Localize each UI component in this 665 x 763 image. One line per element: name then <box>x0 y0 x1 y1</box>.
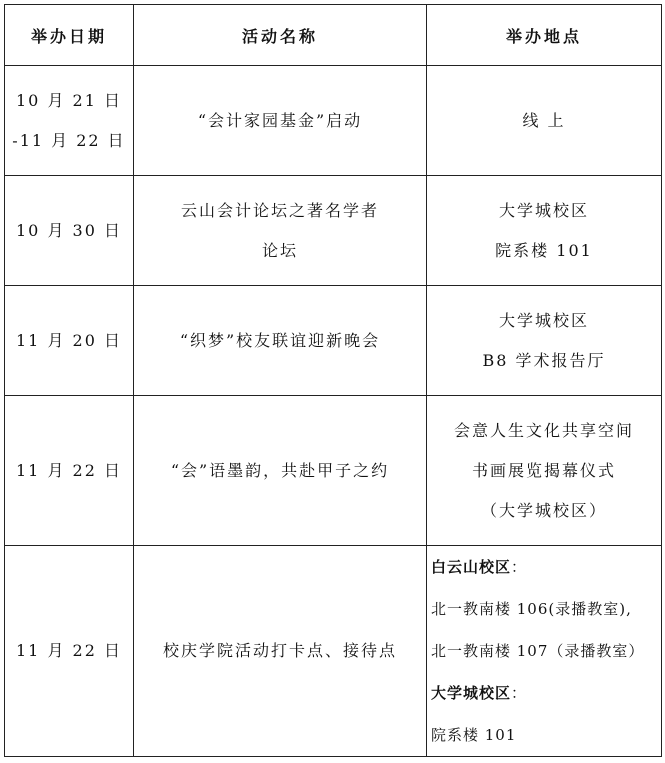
date-cell <box>5 286 134 396</box>
venue-line: 北一教南楼 106(录播教室), <box>431 600 632 618</box>
activity-cell <box>134 66 427 176</box>
date-line: 10 月 21 日 <box>16 90 122 110</box>
header-date: 举办日期 <box>5 5 134 66</box>
date-cell <box>5 396 134 546</box>
venue-line: 院系楼 101 <box>431 726 517 744</box>
venue-cell <box>427 396 662 546</box>
venue-line: 院系楼 101 <box>495 240 593 260</box>
table-row <box>5 546 662 757</box>
venue-line: 书画展览揭幕仪式 <box>471 460 616 480</box>
activity-cell <box>134 546 427 757</box>
table-row <box>5 396 662 546</box>
campus-colon: ： <box>511 684 528 702</box>
date-line: 11 月 22 日 <box>16 641 122 660</box>
campus-heading <box>431 672 661 714</box>
date-line: -11 月 22 日 <box>12 130 126 150</box>
venue-line: B8 学术报告厅 <box>482 350 606 370</box>
activity-line: 论坛 <box>261 240 298 260</box>
date-cell <box>5 66 134 176</box>
date-line: 10 月 30 日 <box>16 220 122 240</box>
campus-name: 大学城校区 <box>431 684 512 702</box>
venue-line: （大学城校区） <box>480 500 607 520</box>
header-venue: 举办地点 <box>427 5 662 66</box>
activity-line: 校庆学院活动打卡点、接待点 <box>162 641 397 660</box>
venue-cell <box>427 66 662 176</box>
date-line: 11 月 20 日 <box>16 330 122 350</box>
venue-line: 大学城校区 <box>498 310 589 330</box>
venue-cell <box>427 286 662 396</box>
activity-cell <box>134 396 427 546</box>
header-activity: 活动名称 <box>134 5 427 66</box>
venue-cell <box>427 546 662 757</box>
venue-line: 会意人生文化共享空间 <box>453 420 634 440</box>
activity-line: “织梦”校友联谊迎新晚会 <box>179 330 381 350</box>
venue-cell <box>427 176 662 286</box>
activity-schedule-table <box>4 4 662 757</box>
date-cell <box>5 546 134 757</box>
table-header-row <box>5 5 662 66</box>
table-row <box>5 286 662 396</box>
date-line: 11 月 22 日 <box>16 460 122 480</box>
campus-heading <box>431 546 661 588</box>
campus-colon: ： <box>511 558 528 576</box>
activity-cell <box>134 286 427 396</box>
venue-line: 大学城校区 <box>498 200 589 220</box>
campus-name: 白云山校区 <box>431 558 512 576</box>
venue-line: 线 上 <box>522 110 566 130</box>
table-row <box>5 176 662 286</box>
venue-line: 北一教南楼 107（录播教室） <box>431 642 645 660</box>
date-cell <box>5 176 134 286</box>
activity-line: “会计家园基金”启动 <box>197 110 363 130</box>
activity-line: “会”语墨韵，共赴甲子之约 <box>170 460 390 480</box>
table-row <box>5 66 662 176</box>
activity-cell <box>134 176 427 286</box>
activity-line: 云山会计论坛之著名学者 <box>180 200 379 220</box>
